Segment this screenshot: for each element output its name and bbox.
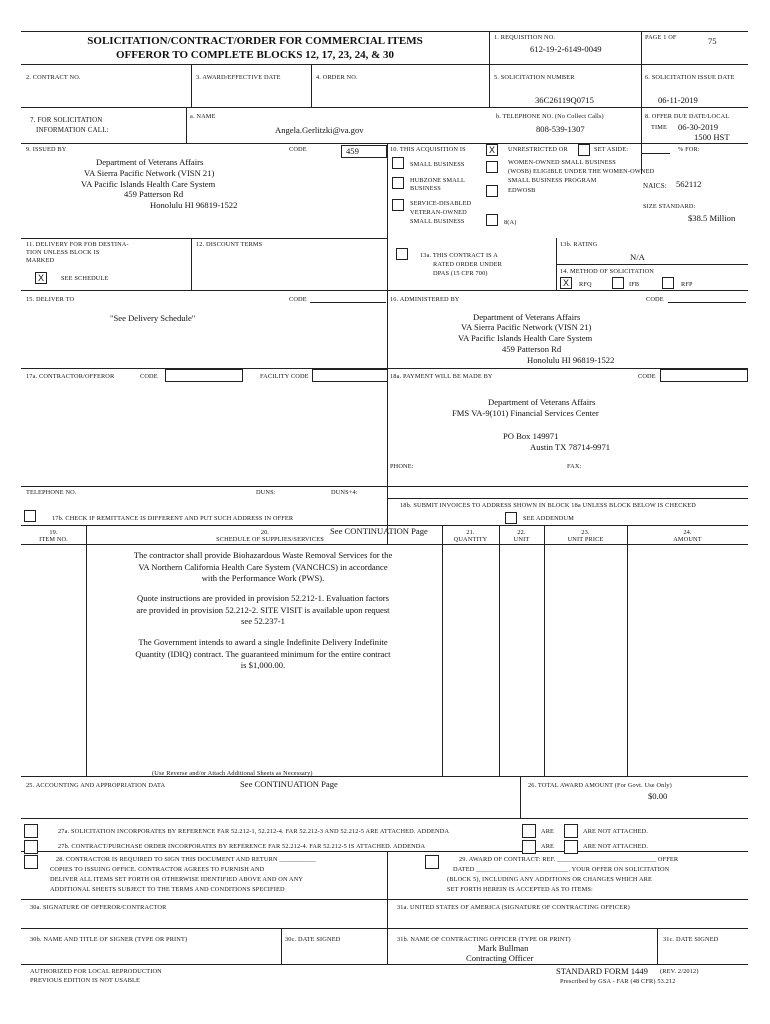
27a-are-not-checkbox[interactable] <box>564 824 578 838</box>
rule <box>21 238 387 239</box>
fax-label: FAX: <box>567 463 582 470</box>
rated-order-checkbox[interactable] <box>396 248 408 260</box>
wosb-label: SMALL BUSINESS PROGRAM <box>508 177 597 184</box>
ifb-label: IFB <box>629 281 640 288</box>
hubzone-checkbox[interactable] <box>392 177 404 189</box>
small-business-checkbox[interactable] <box>392 157 404 169</box>
contractor-code-label: CODE <box>140 373 158 380</box>
rule <box>21 486 748 487</box>
payment-code-label: CODE <box>638 373 656 380</box>
remittance-label: 17b. CHECK IF REMITTANCE IS DIFFERENT AND PUT SUCH ADDRESS IN OFFER <box>52 515 294 522</box>
administered-by-line: VA Sierra Pacific Network (VISN 21) <box>461 322 592 332</box>
name-31b-label: 31b. NAME OF CONTRACTING OFFICER (TYPE OR PRINT) <box>397 936 571 943</box>
28-line: 28. CONTRACTOR IS REQUIRED TO SIGN THIS DOCUMENT AND RETURN ___________ <box>56 856 316 863</box>
form-top-border <box>21 31 748 32</box>
27b-checkbox[interactable] <box>24 840 38 854</box>
col22-header: UNIT <box>513 536 530 543</box>
rfp-label: RFP <box>681 281 693 288</box>
col22-number: 22. <box>517 529 526 536</box>
rule <box>520 776 521 818</box>
form-bottom-border <box>21 964 748 965</box>
delivery-fob-label: TION UNLESS BLOCK IS <box>26 249 100 256</box>
info-call-label2: INFORMATION CALL: <box>36 126 109 134</box>
payment-city: Austin TX 78714-9971 <box>530 442 611 452</box>
delivery-fob-label: MARKED <box>26 257 55 264</box>
form-title-line1: SOLICITATION/CONTRACT/ORDER FOR COMMERCIAL ITEMS <box>87 35 423 47</box>
contractor-label: 17a. CONTRACTOR/OFFEROR <box>26 373 115 380</box>
offer-due-label: 8. OFFER DUE DATE/LOCAL <box>645 113 730 120</box>
27b-are-label: ARE <box>541 843 555 850</box>
duns-label: DUNS: <box>256 489 276 496</box>
deliver-to-value: "See Delivery Schedule" <box>110 313 196 323</box>
facility-code-field[interactable] <box>312 369 388 382</box>
col24-number: 24. <box>683 529 692 536</box>
order-no-label: 4. ORDER NO. <box>316 74 358 81</box>
reverse-note: (Use Reverse and/or Attach Additional Sheets as Necessary) <box>152 770 313 777</box>
rule <box>21 64 748 65</box>
info-call-label: 7. FOR SOLICITATION <box>30 116 103 124</box>
28-line: DELIVER ALL ITEMS SET FORTH OR OTHERWISE IDENTIFIED ABOVE AND ON ANY <box>50 876 304 883</box>
rule <box>21 851 748 852</box>
small-business-label: SMALL BUSINESS <box>410 161 465 168</box>
col21-number: 21. <box>466 529 475 536</box>
rule <box>544 525 545 776</box>
administered-by-line: 459 Patterson Rd <box>502 344 562 354</box>
name-label: a. NAME <box>190 113 216 120</box>
delivery-fob-label: 11. DELIVERY FOR FOB DESTINA- <box>26 241 129 248</box>
rule <box>311 64 312 107</box>
telephone-value[interactable]: 808-539-1307 <box>536 124 585 134</box>
payment-line: Department of Veterans Affairs <box>488 397 596 407</box>
rfp-checkbox[interactable] <box>662 277 674 289</box>
duns4-label: DUNS+4: <box>331 489 358 496</box>
requisition-label: 1. REQUISITION NO. <box>494 34 556 41</box>
issued-by-line: Honolulu HI 96819-1522 <box>150 200 238 210</box>
solicitation-number-label: 5. SOLICITATION NUMBER <box>494 74 575 81</box>
naics-label: NAICS: <box>643 182 667 190</box>
rule <box>387 851 388 964</box>
27a-checkbox[interactable] <box>24 824 38 838</box>
administered-by-code-label: CODE <box>646 296 664 303</box>
telephone-label: b. TELEPHONE NO. (No Collect Calls) <box>496 113 604 120</box>
issued-by-code: 459 <box>346 146 359 156</box>
page-label: PAGE 1 OF <box>645 34 677 41</box>
rule <box>499 525 500 776</box>
unrestricted-checkbox[interactable]: X <box>486 144 498 156</box>
eight-a-checkbox[interactable] <box>486 214 498 226</box>
rule <box>442 525 443 776</box>
date-30c-label: 30c. DATE SIGNED <box>285 936 341 943</box>
issued-by-code-label: CODE <box>289 146 307 153</box>
percent-for-label: % FOR: <box>678 146 700 153</box>
27a-are-not-label: ARE NOT ATTACHED. <box>583 828 649 835</box>
accounting-value: See CONTINUATION Page <box>240 779 338 789</box>
edwosb-checkbox[interactable] <box>486 185 498 197</box>
rule <box>21 544 748 545</box>
rule <box>387 498 748 499</box>
rule <box>281 928 282 964</box>
total-award-label: 26. TOTAL AWARD AMOUNT (For Govt. Use Only) <box>528 782 672 789</box>
footer-previous-edition: PREVIOUS EDITION IS NOT USABLE <box>30 977 141 984</box>
rule <box>191 238 192 290</box>
col23-header: UNIT PRICE <box>567 536 604 543</box>
27b-are-checkbox[interactable] <box>522 840 536 854</box>
administered-by-label: 16. ADMINISTERED BY <box>390 296 460 303</box>
rule <box>191 64 192 107</box>
rating-label: 13b. RATING <box>560 241 598 248</box>
issued-by-line: VA Sierra Pacific Network (VISN 21) <box>84 168 215 178</box>
27b-label: 27b. CONTRACT/PURCHASE ORDER INCORPORATES BY REFERENCE FAR 52.212-4. FAR 52.212-5 IS ATTACHED. ADDENDA <box>58 843 426 850</box>
contact-email[interactable]: Angela.Gerlitzki@va.gov <box>275 125 364 135</box>
footer-prescribed: Prescribed by GSA - FAR (48 CFR) 53.212 <box>560 978 676 985</box>
see-addendum-checkbox[interactable] <box>505 512 517 524</box>
date-31c-label: 31c. DATE SIGNED <box>663 936 719 943</box>
page-count: 75 <box>708 36 717 46</box>
administered-by-line: VA Pacific Islands Health Care System <box>458 333 593 343</box>
remittance-checkbox[interactable] <box>24 510 36 522</box>
29-line: (BLOCK 5), INCLUDING ANY ADDITIONS OR CHANGES WHICH ARE <box>447 876 653 883</box>
facility-code-label: FACILITY CODE <box>260 373 309 380</box>
rule <box>21 107 748 108</box>
rule <box>186 107 187 143</box>
issued-by-line: 459 Patterson Rd <box>124 189 184 199</box>
payment-line: FMS VA-9(101) Financial Services Center <box>452 408 599 418</box>
rule <box>657 928 658 964</box>
ifb-checkbox[interactable] <box>612 277 624 289</box>
payment-code-field[interactable] <box>660 369 748 382</box>
28-line: ADDITIONAL SHEETS SUBJECT TO THE TERMS AND CONDITIONS SPECIFIED <box>50 886 285 893</box>
requisition-value[interactable]: 612-19-2-6149-0049 <box>530 44 602 54</box>
27a-are-label: ARE <box>541 828 555 835</box>
eight-a-label: 8(A) <box>504 219 517 226</box>
col20-number: 20. <box>260 529 270 536</box>
sdvosb-label: VETERAN-OWNED <box>410 209 467 216</box>
see-addendum-label: SEE ADDENDUM <box>523 515 574 522</box>
rule <box>21 899 748 900</box>
27b-are-not-label: ARE NOT ATTACHED. <box>583 843 649 850</box>
rule <box>627 525 628 776</box>
edwosb-label: EDWOSB <box>508 187 536 194</box>
rule <box>21 928 748 929</box>
offer-due-time[interactable]: 1500 HST <box>694 132 730 142</box>
29-checkbox[interactable] <box>425 855 439 869</box>
27a-label: 27a. SOLICITATION INCORPORATES BY REFERENCE FAR 52.212-1, 52.212-4. FAR 52.212-3 AND 52.212-5 ARE ATTACHED. ADDENDA <box>58 828 450 835</box>
rated-order-label: RATED ORDER UNDER <box>433 261 503 268</box>
sdvosb-label: SERVICE-DISABLED <box>410 200 472 207</box>
solicitation-issue-date-value[interactable]: 06-11-2019 <box>658 95 698 105</box>
set-aside-percent-field[interactable] <box>642 153 670 154</box>
col20-header: SCHEDULE OF SUPPLIES/SERVICES <box>216 536 324 543</box>
time-label: TIME <box>651 124 667 131</box>
signature-30a-label: 30a. SIGNATURE OF OFFEROR/CONTRACTOR <box>30 904 167 911</box>
name-30b-label: 30b. NAME AND TITLE OF SIGNER (TYPE OR PRINT) <box>30 936 188 943</box>
29-line: 29. AWARD OF CONTRACT: REF. ______________________________ OFFER <box>459 856 679 863</box>
29-line: SET FORTH HEREIN IS ACCEPTED AS TO ITEMS: <box>447 886 593 893</box>
rule <box>21 776 748 777</box>
accounting-label: 25. ACCOUNTING AND APPROPRIATION DATA <box>26 782 166 789</box>
col19-header: ITEM NO. <box>39 536 68 543</box>
administered-by-line: Honolulu HI 96819-1522 <box>527 355 615 365</box>
size-standard-label: SIZE STANDARD: <box>643 203 696 210</box>
rfq-checkbox[interactable]: X <box>560 277 572 289</box>
rule <box>21 143 748 144</box>
hubzone-label: BUSINESS <box>410 185 441 192</box>
issued-by-code-box[interactable] <box>341 145 387 158</box>
issued-by-line: Department of Veterans Affairs <box>96 157 204 167</box>
submit-invoices-label: 18b. SUBMIT INVOICES TO ADDRESS SHOWN IN BLOCK 18a UNLESS BLOCK BELOW IS CHECKED <box>400 502 696 509</box>
sdvosb-label: SMALL BUSINESS <box>410 218 465 225</box>
payment-label: 18a. PAYMENT WILL BE MADE BY <box>390 373 493 380</box>
schedule-continuation: See CONTINUATION Page <box>330 526 428 536</box>
27a-are-checkbox[interactable] <box>522 824 536 838</box>
rule <box>86 525 87 776</box>
deliver-to-code-label: CODE <box>289 296 307 303</box>
wosb-label: (WOSB) ELIGIBLE UNDER THE WOMEN-OWNED <box>508 168 655 175</box>
issued-by-line: VA Pacific Islands Health Care System <box>81 179 216 189</box>
size-standard-value[interactable]: $38.5 Million <box>688 213 736 223</box>
27b-are-not-checkbox[interactable] <box>564 840 578 854</box>
rated-order-label: DPAS (15 CFR 700) <box>433 270 488 277</box>
officer-title: Contracting Officer <box>466 953 534 963</box>
acquisition-label: 10. THIS ACQUISITION IS <box>390 146 466 153</box>
col24-header: AMOUNT <box>673 536 702 543</box>
col21-header: QUANTITY <box>453 536 488 543</box>
footer-authorized: AUTHORIZED FOR LOCAL REPRODUCTION <box>30 968 162 975</box>
signature-31a-label: 31a. UNITED STATES OF AMERICA (SIGNATURE OF CONTRACTING OFFICER) <box>397 904 630 911</box>
28-line: COPIES TO ISSUING OFFICE. CONTRACTOR AGREES TO FURNISH AND <box>50 866 265 873</box>
rule <box>21 818 748 819</box>
issued-by-label: 9. ISSUED BY <box>26 146 67 153</box>
discount-terms-label: 12. DISCOUNT TERMS <box>196 241 263 248</box>
footer-revision: (REV. 2/2012) <box>660 968 699 975</box>
wosb-checkbox[interactable] <box>486 161 498 173</box>
telephone-no-label: TELEPHONE NO. <box>26 489 77 496</box>
solicitation-issue-date-label: 6. SOLICITATION ISSUE DATE <box>645 74 735 81</box>
rating-value[interactable]: N/A <box>630 252 645 262</box>
see-schedule-label: SEE SCHEDULE <box>61 275 109 282</box>
29-line: DATED ____________________________. YOUR OFFER ON SOLICITATION <box>453 866 670 873</box>
phone-label: PHONE: <box>390 463 414 470</box>
form-title-line2: OFFEROR TO COMPLETE BLOCKS 12, 17, 23, 24, & 30 <box>116 49 394 61</box>
method-label: 14. METHOD OF SOLICITATION <box>560 268 654 275</box>
see-schedule-checkbox[interactable]: X <box>35 272 47 284</box>
rule <box>556 264 748 265</box>
rated-order-label: 13a. THIS CONTRACT IS A <box>420 252 498 259</box>
unrestricted-label: UNRESTRICTED OR <box>508 146 568 153</box>
payment-po-box: PO Box 149971 <box>503 431 559 441</box>
col23-number: 23. <box>581 529 590 536</box>
set-aside-label: SET ASIDE: <box>594 146 629 153</box>
hubzone-label: HUBZONE SMALL <box>410 177 465 184</box>
rule <box>21 290 748 291</box>
deliver-to-code-field[interactable] <box>310 302 386 303</box>
col19-number: 19. <box>49 529 58 536</box>
offer-due-date[interactable]: 06-30-2019 <box>678 122 719 132</box>
schedule-idiq-note: The Government intends to award a single Indefinite Delivery Indefinite Quantity (IDIQ) contract. The guaranteed minimum for the entire contract is $1,000.00. <box>135 637 391 670</box>
set-aside-checkbox[interactable] <box>578 144 590 156</box>
administered-by-line: Department of Veterans Affairs <box>473 312 581 322</box>
schedule-instructions: Quote instructions are provided in provision 52.212-1. Evaluation factors are provided in provision 52.212-2. SITE VISIT is available upon request see 52.237-1 <box>136 593 390 626</box>
rule <box>387 143 388 544</box>
rule <box>489 31 490 107</box>
schedule-description: The contractor shall provide Biohazardous Waste Removal Services for the VA Northern California Health Care System (VANCHCS) in accordance with the Performance Work (PWS). <box>133 550 393 583</box>
naics-value[interactable]: 562112 <box>676 179 702 189</box>
footer-form-number: STANDARD FORM 1449 <box>556 966 648 976</box>
contract-no-label: 2. CONTRACT NO. <box>26 74 81 81</box>
28-checkbox[interactable] <box>24 855 38 869</box>
total-award-value[interactable]: $0.00 <box>648 791 668 801</box>
officer-name: Mark Bullman <box>478 943 529 953</box>
award-date-label: 3. AWARD/EFFECTIVE DATE <box>196 74 281 81</box>
wosb-label: WOMEN-OWNED SMALL BUSINESS <box>508 159 616 166</box>
deliver-to-label: 15. DELIVER TO <box>26 296 75 303</box>
administered-by-code-field[interactable] <box>668 302 746 303</box>
rfq-label: RFQ <box>579 281 592 288</box>
contractor-code-field[interactable] <box>165 369 243 382</box>
solicitation-number-value[interactable]: 36C26119Q0715 <box>535 95 594 105</box>
sdvosb-checkbox[interactable] <box>392 199 404 211</box>
